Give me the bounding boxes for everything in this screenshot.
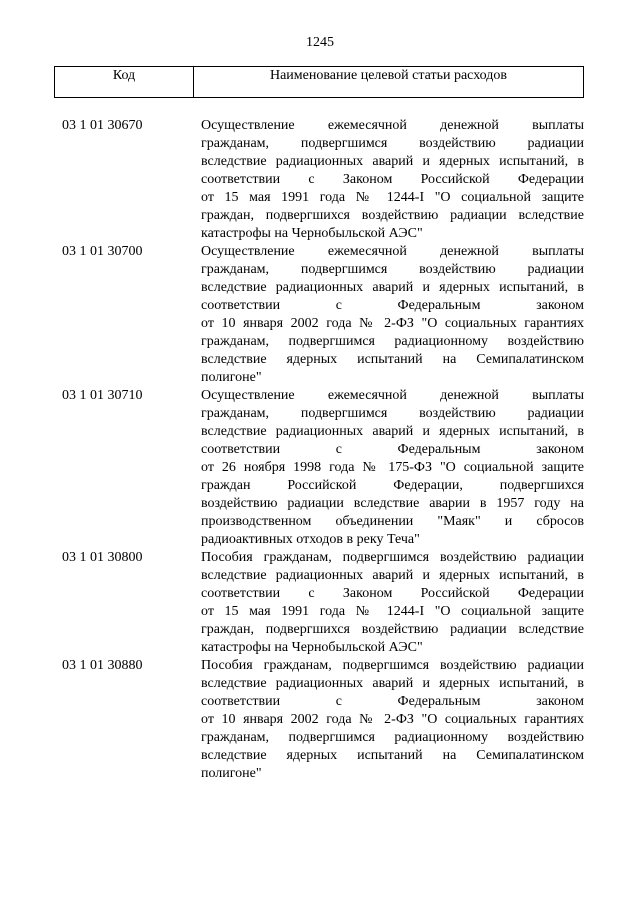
column-header-code: Код xyxy=(54,67,194,97)
description-line: соответствии с Законом Российской Федерации xyxy=(201,172,584,187)
description-line: вследствие радиационных аварий и ядерных испытаний, в xyxy=(201,154,584,169)
description-line: гражданам, подвергшимся воздействию радиации xyxy=(201,136,584,151)
description-line: от 15 мая 1991 года № 1244-I "О социальной защите xyxy=(201,604,584,619)
row-description xyxy=(201,657,584,783)
description-line: Осуществление ежемесячной денежной выплаты xyxy=(201,244,584,259)
description-line: воздействию радиации вследствие аварии в 1957 году на xyxy=(201,496,584,511)
description-line: вследствие радиационных аварий и ядерных испытаний, в xyxy=(201,676,584,691)
description-line: производственном объединении "Маяк" и сбросов xyxy=(201,514,584,529)
row-code: 03 1 01 30710 xyxy=(62,388,143,403)
description-line: вследствие ядерных испытаний на Семипалатинском xyxy=(201,748,584,763)
description-line: радиоактивных отходов в реку Теча" xyxy=(201,532,420,547)
description-line: Пособия гражданам, подвергшимся воздействию радиации xyxy=(201,658,584,673)
description-line: вследствие радиационных аварий и ядерных испытаний, в xyxy=(201,424,584,439)
description-line: соответствии с Законом Российской Федерации xyxy=(201,586,584,601)
description-line: соответствии с Федеральным законом xyxy=(201,442,584,457)
description-line: соответствии с Федеральным законом xyxy=(201,298,584,313)
table-header xyxy=(54,66,584,98)
column-header-name: Наименование целевой статьи расходов xyxy=(194,67,584,97)
description-line: от 10 января 2002 года № 2-ФЗ "О социальных гарантиях xyxy=(201,712,584,727)
description-line: Пособия гражданам, подвергшимся воздействию радиации xyxy=(201,550,584,565)
row-description xyxy=(201,117,584,243)
description-line: соответствии с Федеральным законом xyxy=(201,694,584,709)
description-line: вследствие радиационных аварий и ядерных испытаний, в xyxy=(201,568,584,583)
description-line: граждан, подвергшихся воздействию радиации вследствие xyxy=(201,622,584,637)
page-number: 1245 xyxy=(306,35,334,50)
table-row xyxy=(0,243,640,387)
table-row xyxy=(0,387,640,549)
row-code: 03 1 01 30670 xyxy=(62,118,143,133)
description-line: полигоне" xyxy=(201,766,262,781)
row-code: 03 1 01 30700 xyxy=(62,244,143,259)
description-line: катастрофы на Чернобыльской АЭС" xyxy=(201,640,423,655)
description-line: вследствие ядерных испытаний на Семипалатинском xyxy=(201,352,584,367)
description-line: полигоне" xyxy=(201,370,262,385)
row-code: 03 1 01 30800 xyxy=(62,550,143,565)
table-row xyxy=(0,549,640,657)
row-code: 03 1 01 30880 xyxy=(62,658,143,673)
description-line: вследствие радиационных аварий и ядерных испытаний, в xyxy=(201,280,584,295)
row-description xyxy=(201,387,584,549)
table-body xyxy=(0,117,640,783)
description-line: граждан, подвергшихся воздействию радиации вследствие xyxy=(201,208,584,223)
description-line: Осуществление ежемесячной денежной выплаты xyxy=(201,118,584,133)
description-line: Осуществление ежемесячной денежной выплаты xyxy=(201,388,584,403)
description-line: от 15 мая 1991 года № 1244-I "О социальной защите xyxy=(201,190,584,205)
description-line: от 10 января 2002 года № 2-ФЗ "О социальных гарантиях xyxy=(201,316,584,331)
row-description xyxy=(201,549,584,657)
table-row xyxy=(0,657,640,783)
description-line: гражданам, подвергшимся радиационному воздействию xyxy=(201,730,584,745)
description-line: гражданам, подвергшимся воздействию радиации xyxy=(201,262,584,277)
description-line: гражданам, подвергшимся воздействию радиации xyxy=(201,406,584,421)
description-line: катастрофы на Чернобыльской АЭС" xyxy=(201,226,423,241)
description-line: граждан Российской Федерации, подвергшихся xyxy=(201,478,584,493)
description-line: гражданам, подвергшимся радиационному воздействию xyxy=(201,334,584,349)
table-row xyxy=(0,117,640,243)
row-description xyxy=(201,243,584,387)
description-line: от 26 ноября 1998 года № 175-ФЗ "О социальной защите xyxy=(201,460,584,475)
